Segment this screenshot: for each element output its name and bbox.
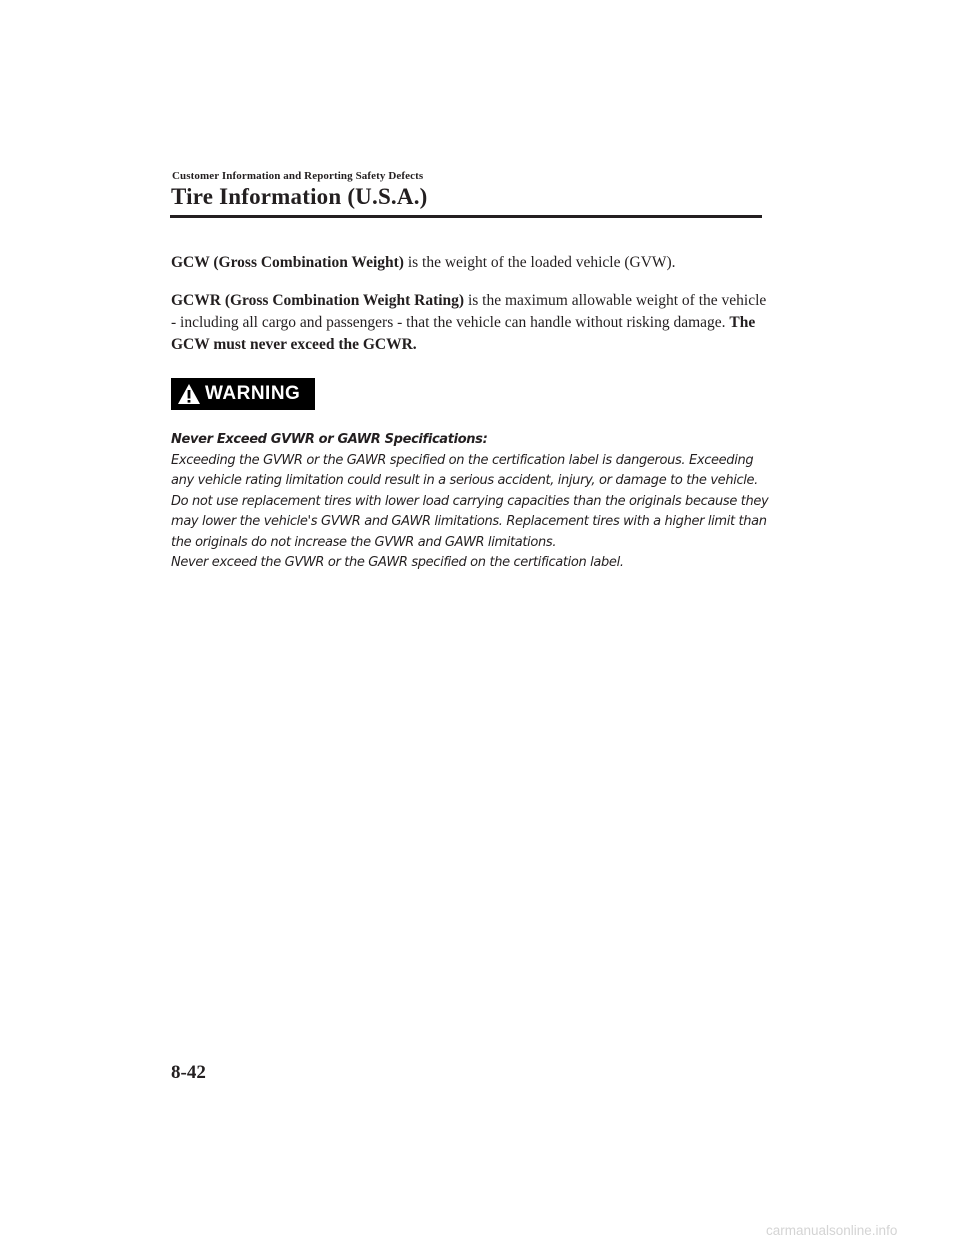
warning-line: Exceeding the GVWR or the GAWR specified on the certification label is dangerous. Exceeding any vehicle rating limitation could result in a serious accident, injury, or damage to the vehicle.: [171, 452, 758, 488]
warning-badge: [171, 378, 315, 410]
gcw-term: GCW (Gross Combination Weight): [171, 254, 404, 271]
warning-label: WARNING: [205, 383, 301, 404]
gcwr-emphasis: The GCW must never exceed the GCWR.: [171, 314, 756, 353]
warning-line: Do not use replacement tires with lower load carrying capacities than the originals because they may lower the vehicle's GVWR and GAWR limitations. Replacement tires with a higher limit than the originals do not increase the GVWR and GAWR limitations.: [171, 493, 769, 550]
gcwr-definition: [171, 290, 771, 356]
warning-line: Never exceed the GVWR or the GAWR specified on the certification label.: [171, 555, 624, 570]
page-number: 8-42: [171, 1062, 206, 1083]
exclamation-triangle-icon: [177, 383, 201, 405]
gcwr-term: GCWR (Gross Combination Weight Rating): [171, 292, 465, 309]
page-title: Tire Information (U.S.A.): [171, 184, 428, 209]
warning-heading: Never Exceed GVWR or GAWR Specifications:: [171, 432, 488, 447]
title-divider: [170, 215, 762, 218]
gcw-text: is the weight of the loaded vehicle (GVW).: [403, 254, 676, 271]
watermark: carmanualsonline.info: [766, 1223, 898, 1238]
gcw-definition: [171, 252, 771, 274]
gcwr-text: is the maximum allowable weight of the vehicle - including all cargo and passengers - that the vehicle can handle without risking damage.: [171, 292, 767, 331]
warning-body: [171, 430, 771, 574]
section-label: Customer Information and Reporting Safety Defects: [172, 170, 424, 182]
